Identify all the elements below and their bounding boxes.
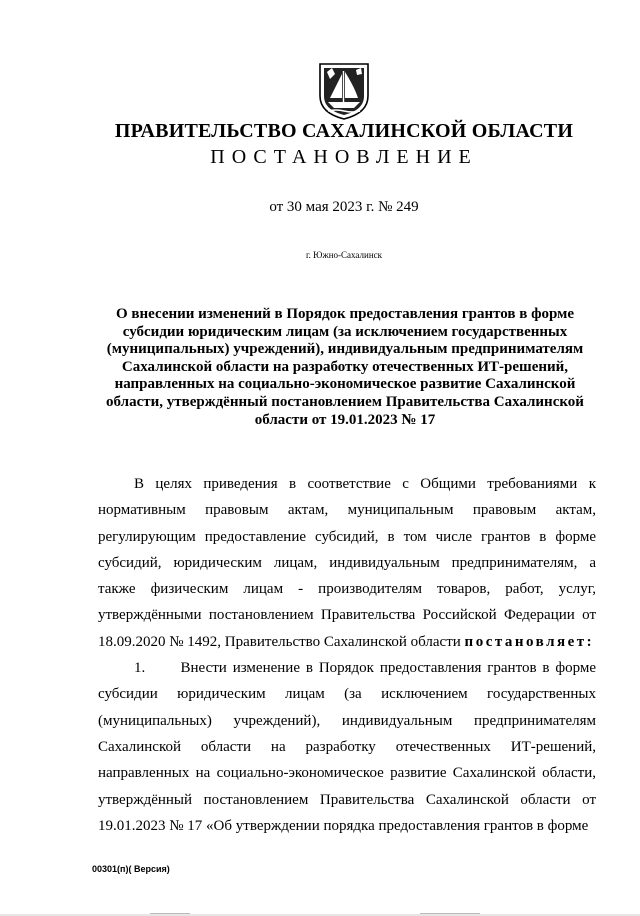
document-date-number: от 30 мая 2023 г. № 249 (269, 199, 419, 215)
resolution-keyword: постановляет: (464, 633, 595, 650)
document-city: г. Южно-Сахалинск (305, 250, 382, 260)
item-1-text: Внести изменение в Порядок предоставления грантов в форме субсидии юридическим лицам (за исключением государственных (муниципальных) учреждений), индивидуальным предпринимателям Сахалинской области на разработку отечественных ИТ-решений, направленных на социально-экономическое развитие Сахалинской области, утверждённый постановлением Правительства Сахалинской области от 19.01.2023 № 17 «Об утверждении порядка предоставления грантов в форме (98, 660, 597, 834)
document-type: ПОСТАНОВЛЕНИЕ (210, 146, 478, 168)
organization-title: ПРАВИТЕЛЬСТВО САХАЛИНСКОЙ ОБЛАСТИ (114, 120, 574, 142)
preamble-text: В целях приведения в соответствие с Общими требованиями к нормативным правовым актам, муниципальным правовым актам, регулирующим предоставление субсидий, в том числе грантов в форме субсидий, юридическим лицам, индивидуальным предпринимателям, а также физическим лицам - производителям товаров, работ, услуг, утверждёнными постановлением Правительства Российской Федерации от 18.09.2020 № 1492, Правительство Сахалинской области (98, 476, 596, 650)
item-1-paragraph (98, 655, 596, 839)
coat-of-arms-icon (318, 62, 370, 120)
footer-form-code: 00301(п)( Версия) (92, 864, 170, 874)
document-body (98, 471, 596, 839)
scan-edge-decoration (0, 910, 640, 916)
preamble-paragraph (98, 471, 596, 655)
item-1-number: 1. (134, 660, 146, 677)
document-subject: О внесении изменений в Порядок предоставления грантов в форме субсидии юридическим лицам (за исключением государственных (муниципальных) учреждений), индивидуальным предпринимателям Сахалинской области на разработку отечественных ИТ-решений, направленных на социально-экономическое развитие Сахалинской области, утверждённый постановлением Правительства Сахалинской области от 19.01.2023 № 17 (106, 306, 584, 428)
